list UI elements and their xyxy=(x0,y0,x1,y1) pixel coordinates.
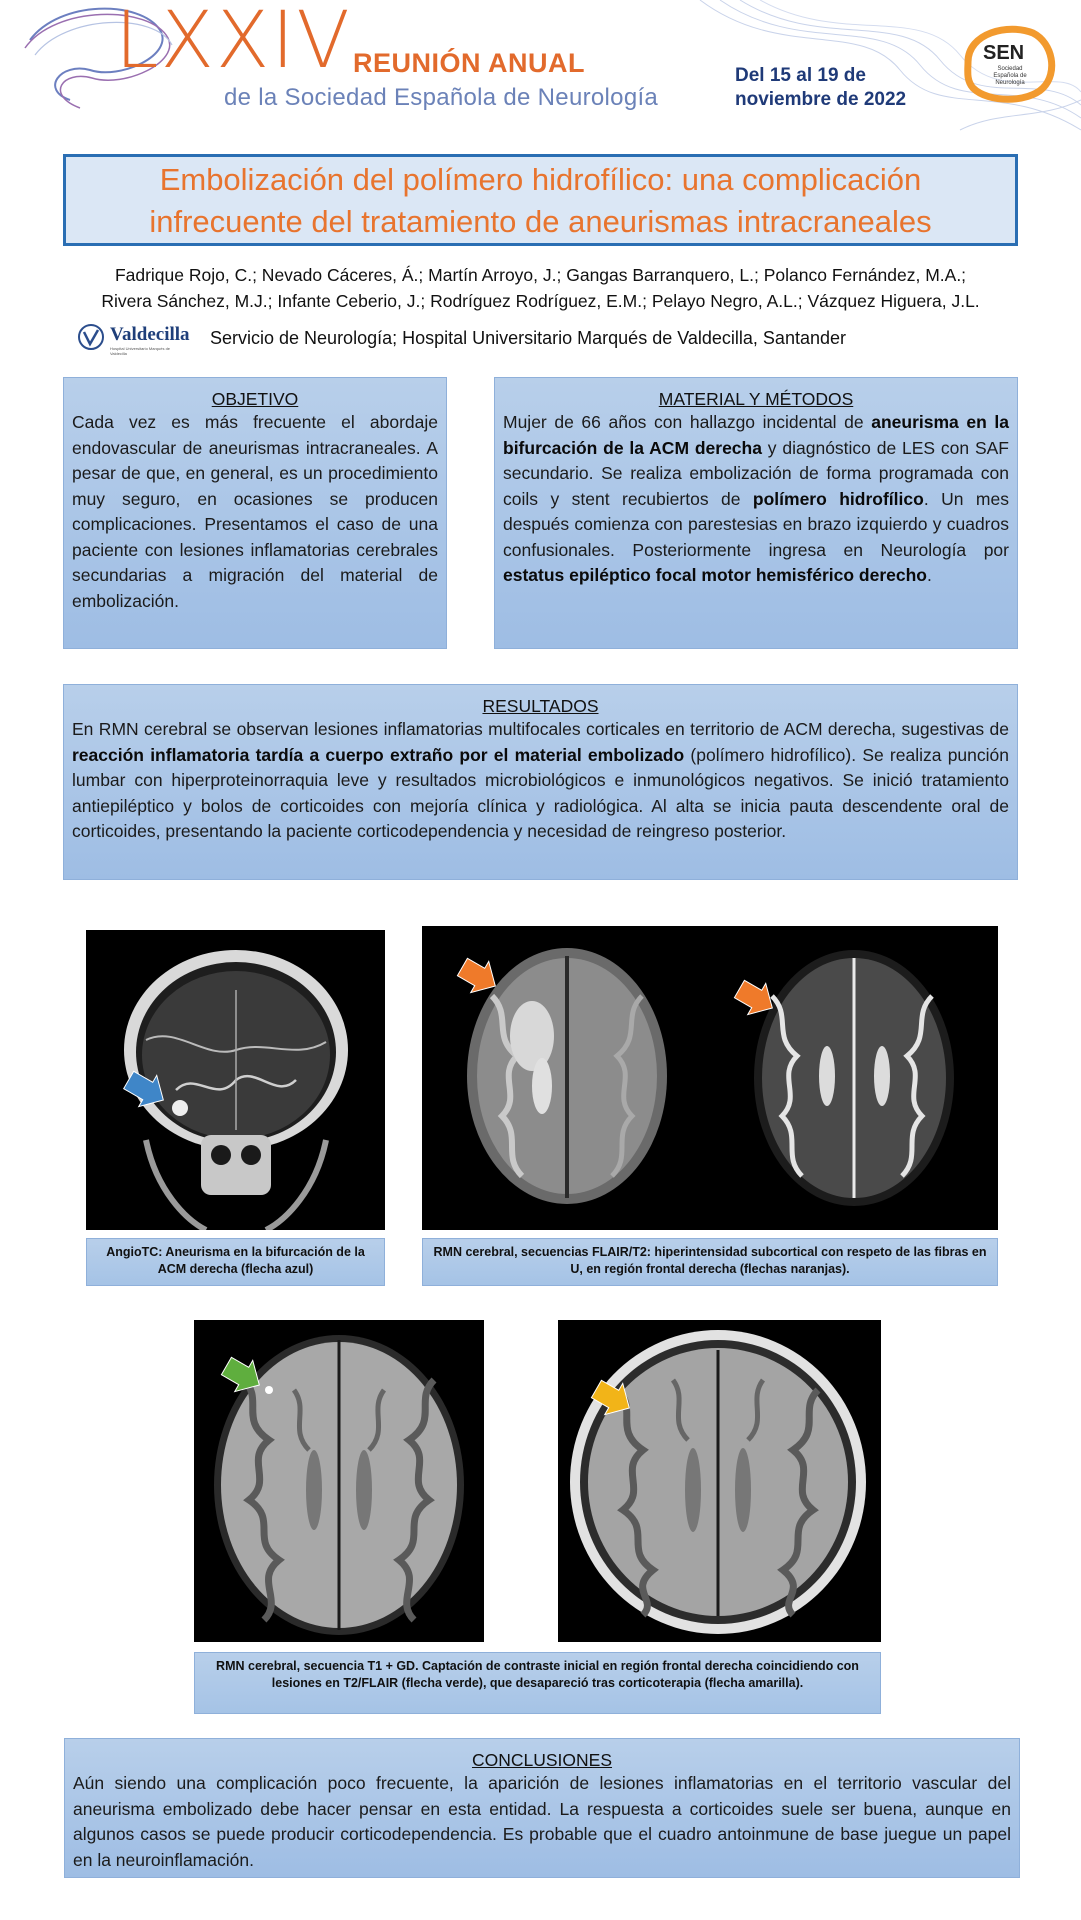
metodos-bold-1: aneurisma en la bifurcación de la ACM derecha xyxy=(503,412,1009,458)
metodos-text-3: . Un mes después comienza con parestesias en brazo izquierdo y cuadros confusionales. Posteriormente ingresa en Neurología por xyxy=(503,488,1009,560)
flair-t2-image xyxy=(422,926,998,1230)
material-metodos-box xyxy=(494,377,1018,649)
affiliation-row xyxy=(76,322,1036,358)
t1-gd-initial-image xyxy=(194,1320,484,1642)
angiotc-image xyxy=(86,930,385,1230)
meeting-title: REUNIÓN ANUAL xyxy=(353,48,585,78)
valdecilla-logo-text: Valdecilla xyxy=(110,324,190,345)
society-name: de la Sociedad Española de Neurología xyxy=(224,84,659,111)
metodos-bold-3: estatus epiléptico focal motor hemisférico derecho xyxy=(503,565,927,585)
valdecilla-emblem-icon xyxy=(76,322,106,352)
resultados-text xyxy=(72,717,1009,845)
resultados-text-2: (polímero hidrofílico). Se realiza punción lumbar con hiperproteinorraquia leve y resultados microbiológicos e inmunológicos negativos. Se inició tratamiento antiepiléptico y bolos de corticoides con mejoría clínica y radiológica. Al alta se inicia pauta descendente oral de corticoides, presentando la paciente corticodependencia y necesidad de reingreso posterior. xyxy=(72,744,1009,841)
sen-logo-text: SEN xyxy=(983,42,1025,64)
edition-number: LXXIV xyxy=(115,0,352,86)
t1-gd-followup-scan-drawing xyxy=(558,1320,881,1642)
conclusiones-text: Aún siendo una complicación poco frecuente, la aparición de lesiones inflamatorias en el territorio vascular del aneurisma embolizado debe hacer pensar en esta entidad. La respuesta a corticoides suele ser buena, aunque en algunos casos se puede producir corticodependencia. Es probable que el cuadro antoinmune de base juegue un papel en la neuroinflamación. xyxy=(73,1773,1011,1870)
title-line-2: infrecuente del tratamiento de aneurismas intracraneales xyxy=(149,204,932,239)
event-dates xyxy=(735,64,906,112)
metodos-heading: MATERIAL Y MÉTODOS xyxy=(658,389,854,409)
caption-angiotc: AngioTC: Aneurisma en la bifurcación de la ACM derecha (flecha azul) xyxy=(86,1238,385,1286)
flair-t2-scan-drawing xyxy=(422,926,998,1230)
affiliation-text: Servicio de Neurología; Hospital Universitario Marqués de Valdecilla, Santander xyxy=(210,328,846,348)
poster-header xyxy=(0,0,1081,140)
sen-logo-subtitle: Sociedad Española de Neurología xyxy=(993,66,1027,86)
angiotc-scan-drawing xyxy=(86,930,385,1230)
conclusiones-box xyxy=(64,1738,1020,1878)
metodos-text-2: y diagnóstico de LES con SAF secundario. Se realiza embolización de forma programada con coils y stent recubiertos de xyxy=(503,437,1010,509)
authors-line-1: Fadrique Rojo, C.; Nevado Cáceres, Á.; Martín Arroyo, J.; Gangas Barranquero, L.; Polanco Fernández, M.A.; xyxy=(114,265,967,285)
caption-t1-gd: RMN cerebral, secuencia T1 + GD. Captación de contraste inicial en región frontal derecha coincidiendo con lesiones en T2/FLAIR (flecha verde), que desapareció tras corticoterapia (flecha amarilla). xyxy=(194,1652,881,1714)
caption-flair-t2: RMN cerebral, secuencias FLAIR/T2: hiperintensidad subcortical con respeto de las fibras en U, en región frontal derecha (flechas naranjas). xyxy=(422,1238,998,1286)
authors-line-2: Rivera Sánchez, M.J.; Infante Ceberio, J.; Rodríguez Rodríguez, E.M.; Pelayo Negro, A.L.; Vázquez Higuera, J.L. xyxy=(101,291,980,311)
conclusiones-heading: CONCLUSIONES xyxy=(471,1750,613,1770)
resultados-box xyxy=(63,684,1018,880)
title-line-1: Embolización del polímero hidrofílico: una complicación xyxy=(159,162,922,197)
metodos-text-4: . xyxy=(927,565,932,585)
objetivo-heading: OBJETIVO xyxy=(211,389,299,409)
resultados-heading: RESULTADOS xyxy=(482,696,599,716)
metodos-bold-2: polímero hidrofílico xyxy=(752,488,924,509)
metodos-text-1: Mujer de 66 años con hallazgo incidental de xyxy=(503,412,872,432)
objetivo-text: Cada vez es más frecuente el abordaje endovascular de aneurismas intracraneales. A pesar de que, en general, es un procedimiento muy seguro, en ocasiones se producen complicaciones. Presentamos el caso de una paciente con lesiones inflamatorias cerebrales secundarias a migración del material de embolización. xyxy=(72,412,438,611)
poster-title xyxy=(63,154,1018,246)
t1-gd-followup-image xyxy=(558,1320,881,1642)
resultados-bold-1: reacción inflamatoria tardía a cuerpo extraño por el material embolizado xyxy=(72,744,685,765)
objetivo-box xyxy=(63,377,447,649)
dates-line-2: noviembre de 2022 xyxy=(735,89,907,110)
resultados-text-1: En RMN cerebral se observan lesiones inflamatorias multifocales corticales en territorio de ACM derecha, sugestivas de xyxy=(72,719,1009,739)
dates-line-1: Del 15 al 19 de xyxy=(735,65,866,86)
author-list xyxy=(40,262,1041,314)
valdecilla-logo xyxy=(76,322,190,356)
t1-gd-initial-scan-drawing xyxy=(194,1320,484,1642)
valdecilla-logo-subtitle: Hospital Universitario Marqués de Valdecilla xyxy=(110,346,171,356)
metodos-text xyxy=(503,410,1009,589)
